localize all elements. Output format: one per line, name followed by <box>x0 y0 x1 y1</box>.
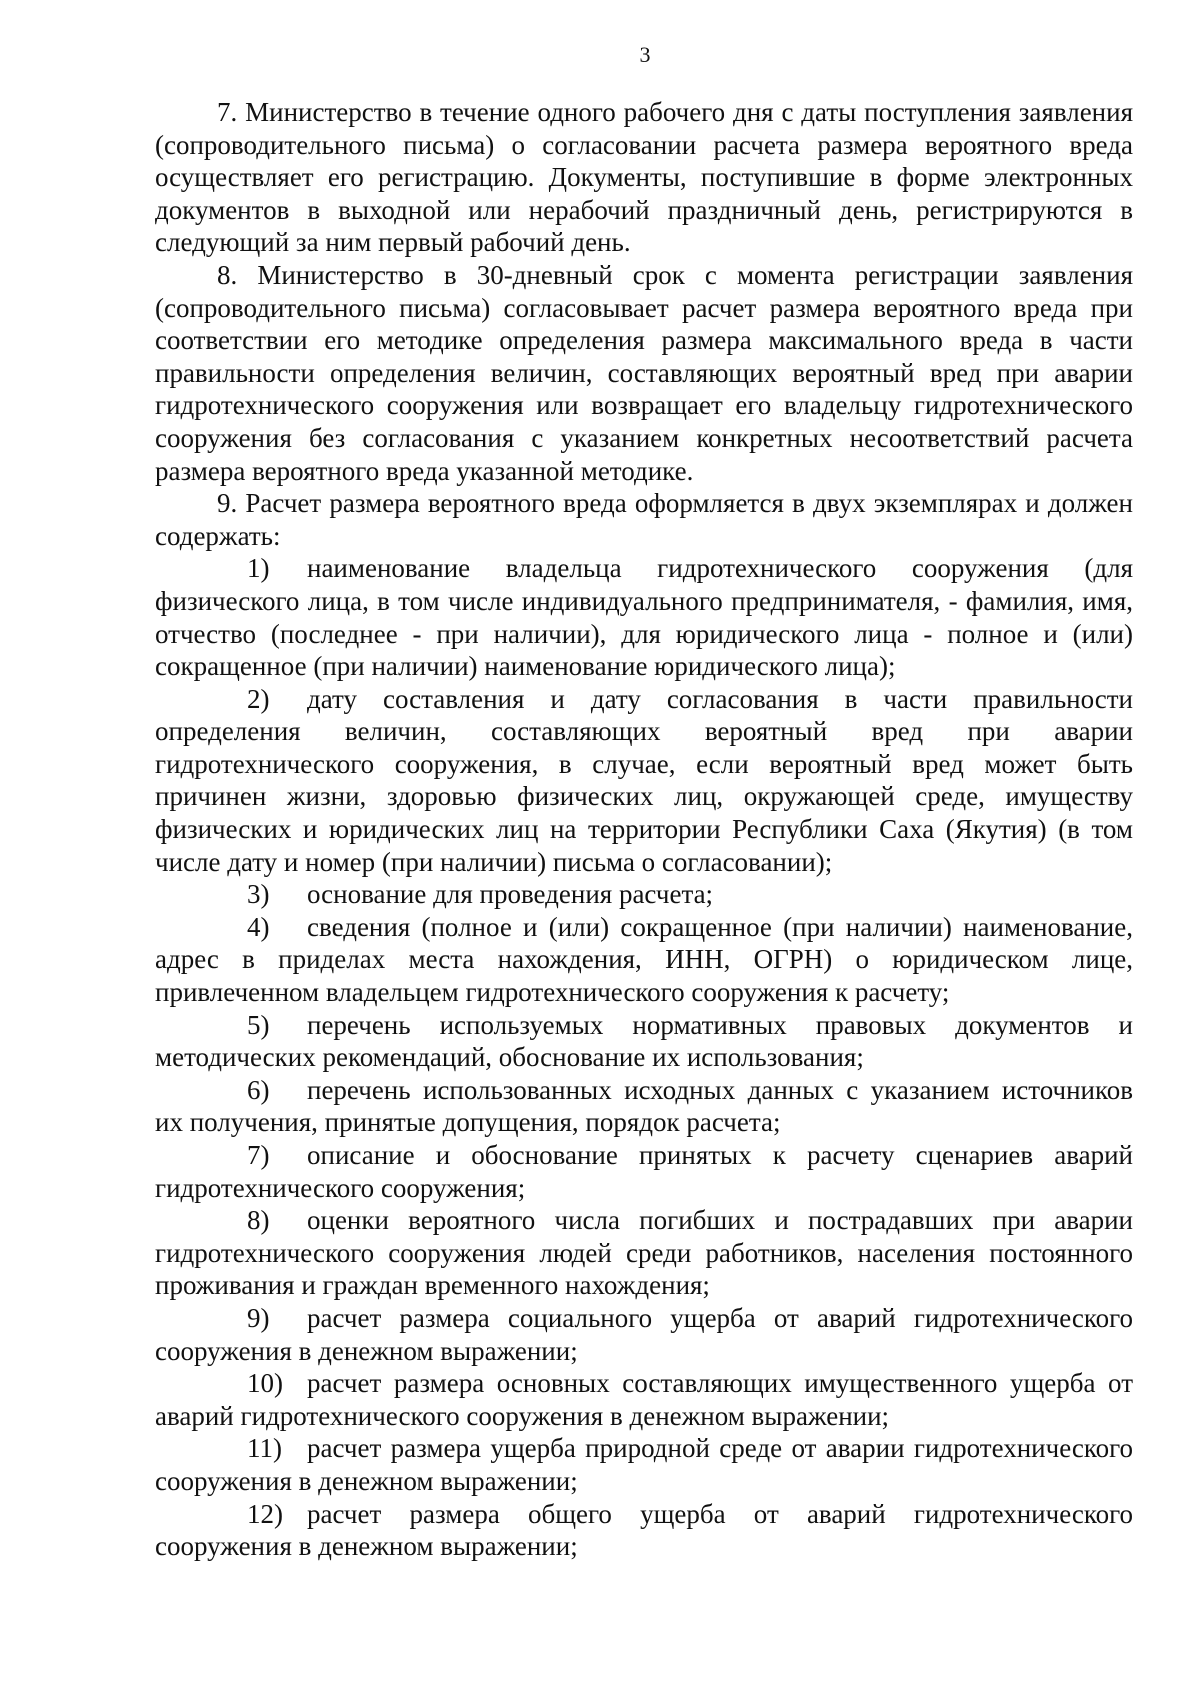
list-item-text: расчет размера социального ущерба от аварий гидротехнического сооружения в денежном выражении; <box>155 1302 1133 1366</box>
list-item-2 <box>155 683 1133 879</box>
list-item-text: расчет размера ущерба природной среде от аварии гидротехнического сооружения в денежном выражении; <box>155 1433 1133 1496</box>
list-item-7 <box>155 1139 1133 1204</box>
list-item-text: наименование владельца гидротехнического сооружения (для физического лица, в том числе индивидуального предпринимателя, - фамилия, имя, отчество (последнее - при наличии), для юридического лица - полное и (или) сокращенное (при наличии) наименование юридического лица); <box>155 553 1133 682</box>
list-item-number: 12) <box>247 1498 283 1529</box>
list-item-number: 5) <box>247 1009 270 1040</box>
paragraph-7: 7. Министерство в течение одного рабочего дня с даты поступления заявления (сопроводительного письма) о согласовании расчета размера вероятного вреда осуществляет его регистрацию. Документы, поступившие в форме электронных документов в выходной или нерабочий праздничный день, регистрируются в следующий за ним первый рабочий день. <box>155 97 1133 258</box>
document-body <box>155 96 1133 1563</box>
list-item-number: 3) <box>247 879 270 910</box>
page-number: 3 <box>639 42 651 67</box>
list-item-number: 6) <box>247 1074 270 1105</box>
list-item-text: перечень использованных исходных данных с указанием источников их получения, принятые допущения, порядок расчета; <box>155 1074 1133 1138</box>
list-item-12 <box>155 1498 1133 1563</box>
list-item-number: 10) <box>247 1368 283 1399</box>
list-item-text: расчет размера основных составляющих имущественного ущерба от аварий гидротехнического сооружения в денежном выражении; <box>155 1368 1133 1431</box>
list-item-number: 2) <box>247 683 270 714</box>
list-item-10 <box>155 1367 1133 1432</box>
list-item-1 <box>155 552 1133 682</box>
list-item-number: 8) <box>247 1205 270 1236</box>
list-item-11 <box>155 1432 1133 1497</box>
list-item-number: 4) <box>247 911 270 942</box>
list-item-6 <box>155 1074 1133 1139</box>
list-item-text: сведения (полное и (или) сокращенное (при наличии) наименование, адрес в приделах места нахождения, ИНН, ОГРН) о юридическом лице, привлеченном владельцем гидротехнического сооружения к расчету; <box>155 911 1133 1008</box>
list-item-number: 9) <box>247 1302 270 1333</box>
paragraph-9: 9. Расчет размера вероятного вреда оформляется в двух экземплярах и должен содержать: <box>155 488 1133 551</box>
list-item-9 <box>155 1302 1133 1367</box>
list-item-3 <box>155 878 1133 911</box>
list-item-number: 1) <box>247 553 270 584</box>
paragraph-8: 8. Министерство в 30-дневный срок с момента регистрации заявления (сопроводительного письма) согласовывает расчет размера вероятного вреда при соответствии его методике определения размера максимального вреда в части правильности определения величин, составляющих вероятный вред при аварии гидротехнического сооружения или возвращает его владельцу гидротехнического сооружения без согласования с указанием конкретных несоответствий расчета размера вероятного вреда указанной методике. <box>155 259 1133 486</box>
list-item-number: 11) <box>247 1433 282 1464</box>
list-item-4 <box>155 911 1133 1009</box>
list-item-8 <box>155 1204 1133 1302</box>
list-item-5 <box>155 1009 1133 1074</box>
list-item-text: основание для проведения расчета; <box>307 879 714 910</box>
list-item-text: дату составления и дату согласования в части правильности определения величин, составляющих вероятный вред при аварии гидротехнического сооружения, в случае, если вероятный вред может быть причинен жизни, здоровью физических лиц, окружающей среде, имуществу физических и юридических лиц на территории Республики Саха (Якутия) (в том числе дату и номер (при наличии) письма о согласовании); <box>155 683 1133 877</box>
list-item-text: перечень используемых нормативных правовых документов и методических рекомендаций, обоснование их использования; <box>155 1009 1133 1073</box>
list-item-text: расчет размера общего ущерба от аварий гидротехнического сооружения в денежном выражении; <box>155 1498 1133 1562</box>
list-item-text: оценки вероятного числа погибших и пострадавших при аварии гидротехнического сооружения людей среди работников, населения постоянного проживания и граждан временного нахождения; <box>155 1205 1133 1301</box>
list-item-number: 7) <box>247 1140 270 1170</box>
list-item-text: описание и обоснование принятых к расчету сценариев аварий гидротехнического сооружения; <box>155 1140 1133 1203</box>
